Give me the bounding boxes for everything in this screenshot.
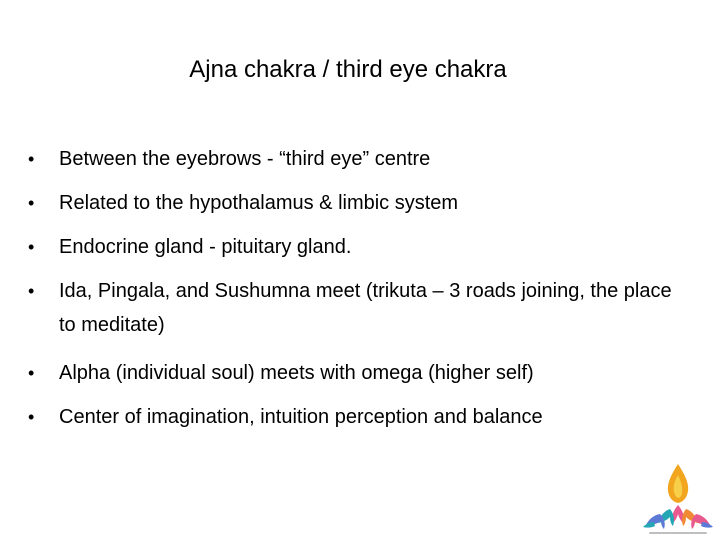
bullet-text: Ida, Pingala, and Sushumna meet (trikuta – 3 roads joining, the place to meditate): [59, 280, 672, 336]
bullet-marker: •: [28, 407, 35, 427]
bullet-item-imagination: [28, 400, 688, 434]
logo-base-line: [649, 532, 707, 534]
bullet-list: [28, 142, 688, 444]
bullet-marker: •: [28, 281, 35, 301]
bullet-marker: •: [28, 363, 35, 383]
bullet-text: Center of imagination, intuition perception and balance: [59, 406, 543, 428]
bullet-item-alpha-omega: [28, 356, 688, 390]
bullet-text: Endocrine gland - pituitary gland.: [59, 236, 352, 258]
diya-lamp-logo-icon: [640, 462, 716, 536]
bullet-item-hypothalamus: [28, 186, 688, 220]
bullet-item-eyebrows: [28, 142, 688, 176]
bullet-text: Alpha (individual soul) meets with omega (higher self): [59, 362, 534, 384]
bullet-marker: •: [28, 193, 35, 213]
logo-svg: [640, 462, 716, 536]
bullet-text: Between the eyebrows - “third eye” centre: [59, 148, 431, 170]
bullet-item-endocrine: [28, 230, 688, 264]
bullet-marker: •: [28, 237, 35, 257]
bullet-item-ida-pingala-sushumna: [28, 274, 688, 342]
bullet-marker: •: [28, 149, 35, 169]
bullet-text: Related to the hypothalamus & limbic system: [59, 192, 459, 214]
slide-title: Ajna chakra / third eye chakra: [189, 56, 507, 83]
